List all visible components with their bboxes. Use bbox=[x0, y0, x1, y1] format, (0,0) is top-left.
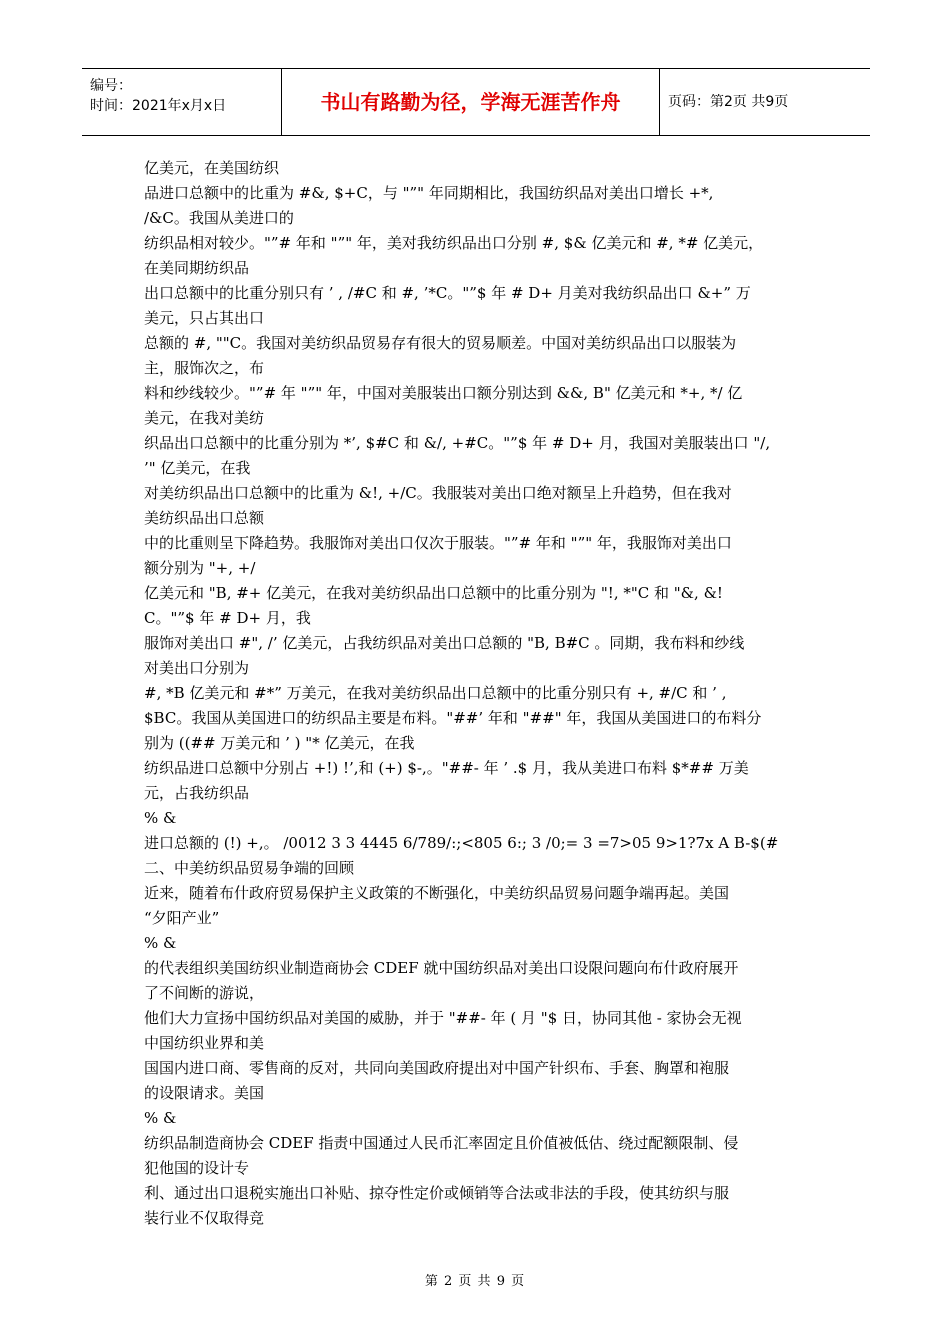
body-line: 二、中美纺织品贸易争端的回顾 bbox=[144, 859, 355, 877]
body-line: 纺织品相对较少。"”# 年和 "”" 年，美对我纺织品出口分别 #, $& 亿美元和 #, *# 亿美元， bbox=[144, 234, 764, 252]
body-line: 亿美元，在美国纺织 bbox=[144, 159, 280, 177]
body-line: “夕阳产业” bbox=[144, 909, 220, 927]
body-line: 进口总额的 (!) +,。 /0012 3 3 4445 6/789/:;<805 6:; 3 /0;= 3 =7>05 9>1?7x A B-$(# bbox=[144, 834, 779, 852]
body-line: 美元，在我对美纺 bbox=[144, 409, 265, 427]
body-line: 利、通过出口退税实施出口补贴、掠夺性定价或倾销等合法或非法的手段，使其纺织与服 bbox=[144, 1184, 730, 1202]
page-number-label: 页码：第2页 共9页 bbox=[668, 94, 789, 110]
body-line: 出口总额中的比重分别只有 ’ , /#C 和 #, ’*C。"”$ 年 # D+ 月美对我纺织品出口 &+” 万 bbox=[144, 284, 751, 302]
body-line: % & bbox=[144, 934, 177, 952]
code-label: 编号： bbox=[90, 78, 132, 94]
body-line: 的代表组织美国纺织业制造商协会 CDEF 就中国纺织品对美出口设限问题向布什政府展开 bbox=[144, 959, 739, 977]
body-line: 他们大力宣扬中国纺织品对美国的威胁，并于 "##- 年 ( 月 "$ 日，协同其他 - 家协会无视 bbox=[144, 1009, 742, 1027]
body-line: 的设限请求。美国 bbox=[144, 1084, 265, 1102]
body-line: 亿美元和 "B, #+ 亿美元，在我对美纺织品出口总额中的比重分别为 "!, *"C 和 "&, &! bbox=[144, 584, 723, 602]
body-line: 料和纱线较少。"”# 年 "”" 年，中国对美服装出口额分别达到 &&, B" 亿美元和 *+, */ 亿 bbox=[144, 384, 743, 402]
page-footer: 第 2 页 共 9 页 bbox=[424, 1274, 526, 1289]
header-meta-cell bbox=[82, 69, 282, 135]
body-line: 近来，随着布什政府贸易保护主义政策的不断强化，中美纺织品贸易问题争端再起。美国 bbox=[144, 884, 730, 902]
body-line: 纺织品进口总额中分别占 +!) !’,和 (+) $-,。"##- 年 ’ .$ 月，我从美进口布料 $*## 万美 bbox=[144, 759, 749, 777]
body-line: C。"”$ 年 # D+ 月，我 bbox=[144, 609, 311, 627]
body-line: 织品出口总额中的比重分别为 *’, $#C 和 &/, +#C。"”$ 年 # D+ 月，我国对美服装出口 "/, bbox=[144, 434, 771, 452]
body-line: % & bbox=[144, 809, 177, 827]
body-line: 品进口总额中的比重为 #&, $+C，与 "”" 年同期相比，我国纺织品对美出口增长 +*, bbox=[144, 184, 714, 202]
body-line: 在美同期纺织品 bbox=[144, 259, 250, 277]
body-line: $BC。我国从美国进口的纺织品主要是布料。"##’ 年和 "##" 年，我国从美国进口的布料分 bbox=[144, 709, 762, 727]
body-line: 美元，只占其出口 bbox=[144, 309, 265, 327]
body-line: 服饰对美出口 #", /’ 亿美元，占我纺织品对美出口总额的 "B, B#C 。同期，我布料和纱线 bbox=[144, 634, 745, 652]
body-line: 元，占我纺织品 bbox=[144, 784, 250, 802]
body-line: 总额的 #, ""C。我国对美纺织品贸易存有很大的贸易顺差。中国对美纺织品出口以服装为 bbox=[144, 334, 737, 352]
document-body bbox=[144, 156, 814, 1231]
body-line: 中的比重则呈下降趋势。我服饰对美出口仅次于服装。"”# 年和 "”" 年，我服饰对美出口 bbox=[144, 534, 732, 552]
body-line: 对美纺织品出口总额中的比重为 &!, +/C。我服装对美出口绝对额呈上升趋势，但在我对 bbox=[144, 484, 732, 502]
body-line: 纺织品制造商协会 CDEF 指责中国通过人民币汇率固定且价值被低估、绕过配额限制、侵 bbox=[144, 1134, 739, 1152]
body-line: 了不间断的游说， bbox=[144, 984, 265, 1002]
body-line: /&C。我国从美进口的 bbox=[144, 209, 294, 227]
body-line: 美纺织品出口总额 bbox=[144, 509, 265, 527]
motto-banner: 书山有路勤为径，学海无涯苦作舟 bbox=[282, 69, 660, 135]
body-line: 额分别为 "+, +/ bbox=[144, 559, 256, 577]
body-line: 别为 ((## 万美元和 ’ ) "* 亿美元，在我 bbox=[144, 734, 415, 752]
body-line: 中国纺织业界和美 bbox=[144, 1034, 265, 1052]
body-line: 国国内进口商、零售商的反对，共同向美国政府提出对中国产针织布、手套、胸罩和袍服 bbox=[144, 1059, 730, 1077]
body-line: 装行业不仅取得竞 bbox=[144, 1209, 265, 1227]
document-header bbox=[82, 68, 870, 136]
time-label: 时间：2021年x月x日 bbox=[90, 98, 227, 114]
body-line: 对美出口分别为 bbox=[144, 659, 250, 677]
body-line: 犯他国的设计专 bbox=[144, 1159, 250, 1177]
body-line: ’" 亿美元，在我 bbox=[144, 459, 251, 477]
body-line: #, *B 亿美元和 #*” 万美元，在我对美纺织品出口总额中的比重分别只有 +, #/C 和 ’ , bbox=[144, 684, 727, 702]
body-line: % & bbox=[144, 1109, 177, 1127]
body-line: 主，服饰次之，布 bbox=[144, 359, 265, 377]
